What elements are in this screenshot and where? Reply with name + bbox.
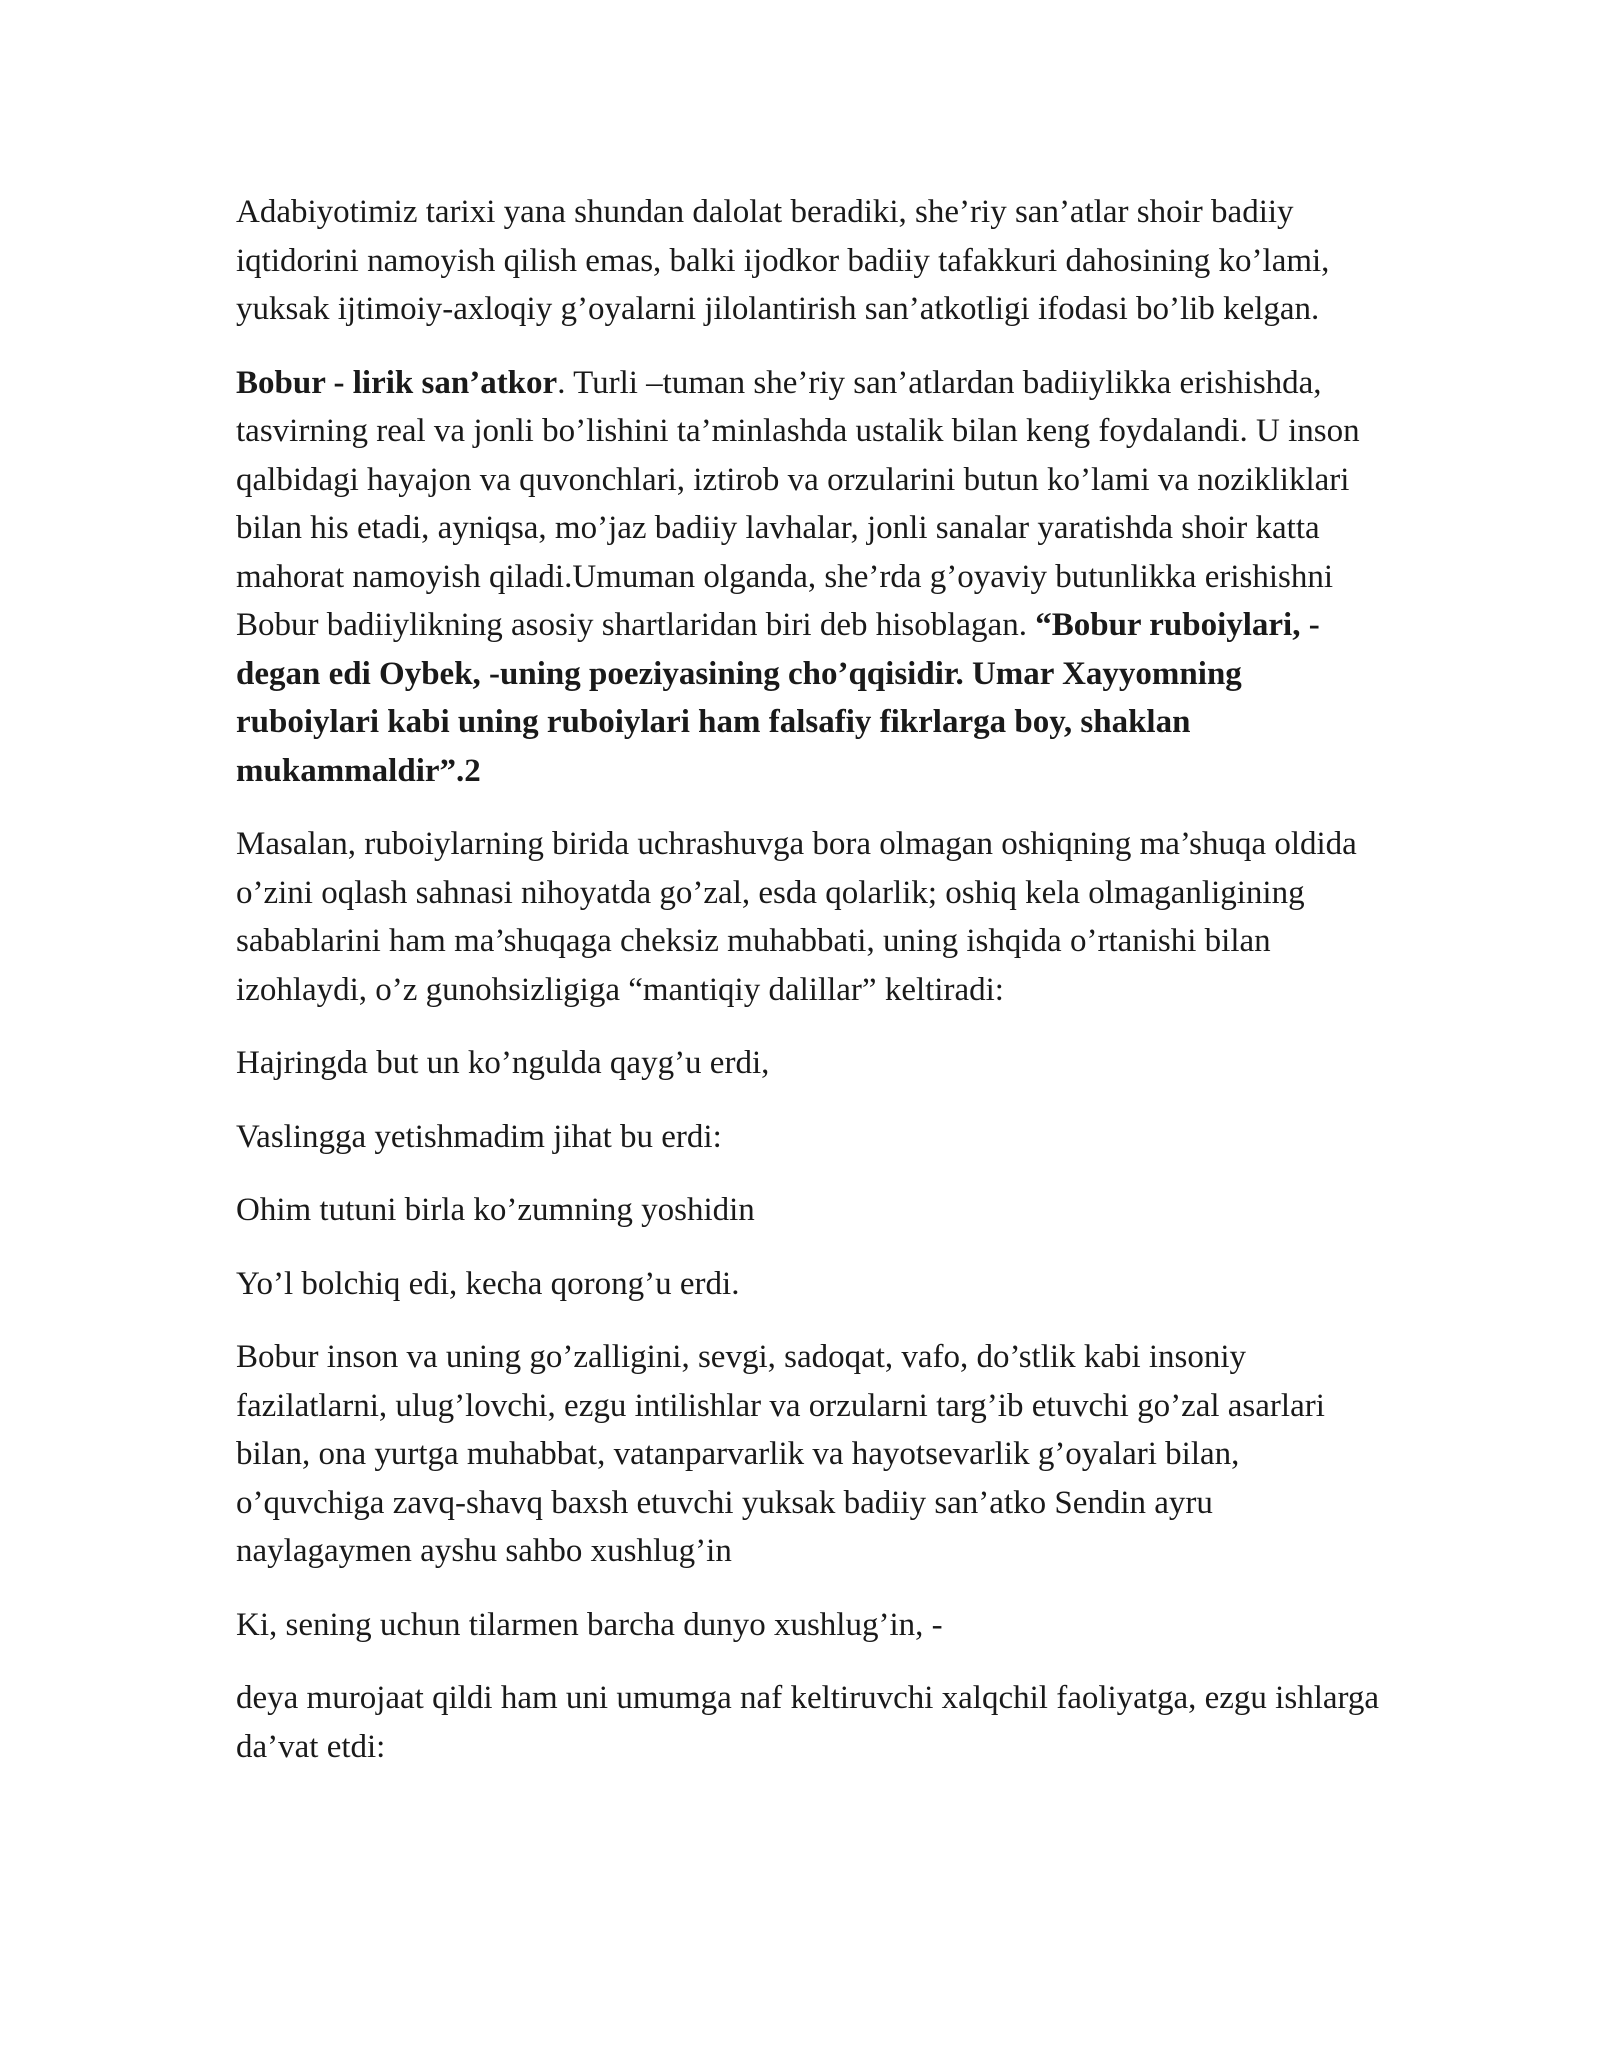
verse-line-4-text: Yo’l bolchiq edi, kecha qorong’u erdi. xyxy=(236,1265,740,1302)
paragraph-intro-text: Adabiyotimiz tarixi yana shundan dalolat beradiki, she’riy san’atlar shoir badiiy iqtidorini namoyish qilish emas, balki ijodkor badiiy tafakkuri dahosining ko’lami, yuksak ijtimoiy-axloqiy g’oyalarni jilolantirish san’atkotligi ifodasi bo’lib kelgan. xyxy=(236,194,1330,327)
paragraph-ki-sening xyxy=(236,1601,1386,1650)
heading-bobur-lirik: Bobur - lirik san’atkor xyxy=(236,364,558,401)
paragraph-deya-text: deya murojaat qildi ham uni umumga naf keltiruvchi xalqchil faoliyatga, ezgu ishlarga da’vat etdi: xyxy=(236,1680,1380,1765)
paragraph-bobur-human-text: Bobur inson va uning go’zalligini, sevgi, sadoqat, vafo, do’stlik kabi insoniy fazilatlarni, ulug’lovchi, ezgu intilishlar va orzularni targ’ib etuvchi go’zal asarlari bilan, ona yurtga muhabbat, vatanparvarlik va hayotsevarlik g’oyalari bilan, o’quvchiga zavq-shavq baxsh etuvchi yuksak badiiy san’atko Sendin ayru naylagaymen ayshu sahbo xushlug’in xyxy=(236,1339,1325,1569)
oybek-quote: “Bobur ruboiylari, - degan edi Oybek, -uning poeziyasining cho’qqisidir. Umar Xayyomning ruboiylari kabi uning ruboiylari ham falsafiy fikrlarga boy, shaklan mukammaldir”.2 xyxy=(236,607,1320,789)
verse-line-3 xyxy=(236,1186,1386,1235)
verse-line-3-text: Ohim tutuni birla ko’zumning yoshidin xyxy=(236,1192,755,1228)
paragraph-intro xyxy=(236,188,1386,334)
paragraph-example-text: Masalan, ruboiylarning birida uchrashuvga bora olmagan oshiqning ma’shuqa oldida o’zini oqlash sahnasi nihoyatda go’zal, esda qolarlik; oshiq kela olmaganligining sabablarini ham ma’shuqaga cheksiz muhabbati, uning ishqida o’rtanishi bilan izohlaydi, o’z gunohsizligiga “mantiqiy dalillar” keltiradi: xyxy=(236,826,1357,1008)
paragraph-bobur-human xyxy=(236,1333,1386,1576)
verse-line-2-text: Vaslingga yetishmadim jihat bu erdi: xyxy=(236,1118,722,1155)
paragraph-deya xyxy=(236,1674,1386,1771)
paragraph-bobur-text: . Turli –tuman she’riy san’atlardan badiiylikka erishishda, tasvirning real va jonli bo’lishini ta’minlashda ustalik bilan keng foydalandi. U inson qalbidagi hayajon va quvonchlari, iztirob va orzularini butun ko’lami va nozikliklari bilan his etadi, ayniqsa, mo’jaz badiiy lavhalar, jonli sanalar yaratishda shoir katta mahorat namoyish qiladi.Umuman olganda, she’rda g’oyaviy butunlikka erishishni Bobur badiiylikning asosiy shartlaridan biri deb hisoblagan. xyxy=(236,364,1360,643)
verse-line-1-text: Hajringda but un ko’ngulda qayg’u erdi, xyxy=(236,1045,770,1081)
verse-line-2 xyxy=(236,1113,1386,1162)
paragraph-example xyxy=(236,820,1386,1014)
verse-line-4 xyxy=(236,1260,1386,1309)
verse-line-1 xyxy=(236,1039,1386,1088)
paragraph-ki-sening-text: Ki, sening uchun tilarmen barcha dunyo xushlug’in, - xyxy=(236,1606,943,1643)
document-body xyxy=(236,188,1386,1796)
paragraph-bobur-lyric xyxy=(236,359,1386,796)
